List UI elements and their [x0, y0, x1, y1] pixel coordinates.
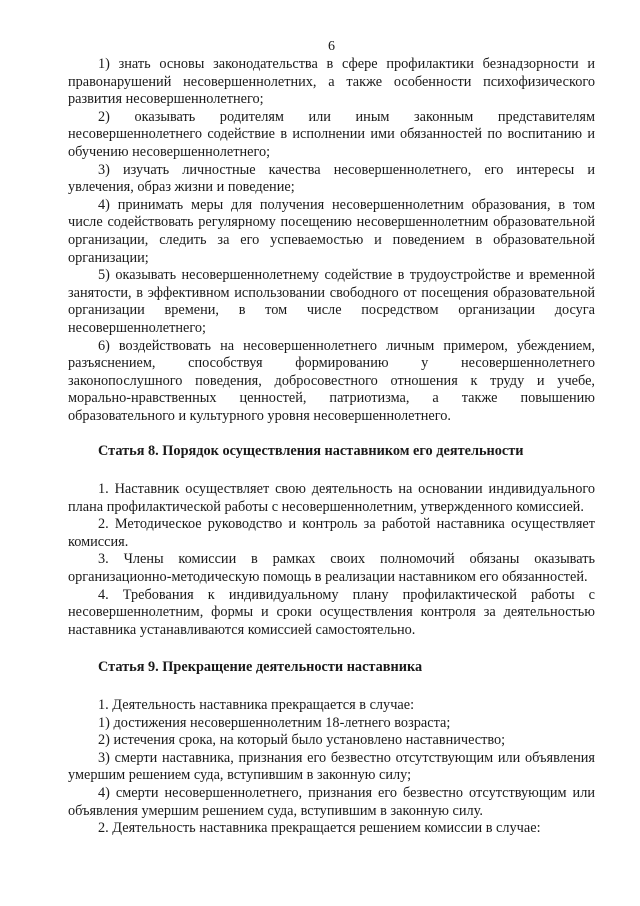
article-8-heading: Статья 8. Порядок осуществления наставником его деятельности	[98, 443, 524, 460]
page-number: 6	[328, 39, 335, 54]
article-8-paragraph-3: 3. Члены комиссии в рамках своих полномочий обязаны оказывать организационно-методическую помощь в реализации наставником его обязанностей.	[68, 551, 595, 586]
article-9-paragraph-5: 4) смерти несовершеннолетнего, признания его безвестно отсутствующим или объявления умершим решением суда, вступившим в законную силу.	[68, 784, 595, 819]
duty-item-4: 4) принимать меры для получения несовершеннолетним образования, в том числе содействовать регулярному посещению несовершеннолетним образовательной организации, следить за его успеваемостью и поведением в образовательной организации;	[68, 196, 595, 266]
duties-list	[68, 56, 595, 425]
document-page	[68, 38, 595, 838]
article-9-paragraph-3: 2) истечения срока, на который было установлено наставничество;	[98, 732, 506, 749]
article-9-paragraph-6: 2. Деятельность наставника прекращается решением комиссии в случае:	[98, 820, 541, 837]
duty-item-1: 1) знать основы законодательства в сфере профилактики безнадзорности и правонарушений несовершеннолетних, а также особенности психофизического развития несовершеннолетнего;	[68, 56, 595, 108]
article-8-body	[68, 481, 595, 639]
article-9-paragraph-2: 1) достижения несовершеннолетним 18-летнего возраста;	[98, 714, 451, 731]
duty-item-5: 5) оказывать несовершеннолетнему содействие в трудоустройстве и временной занятости, в эффективном использовании свободного от посещения образовательной организации времени, в том числе посредством организации досуга несовершеннолетнего;	[68, 267, 595, 336]
duty-item-3: 3) изучать личностные качества несовершеннолетнего, его интересы и увлечения, образ жизни и поведение;	[68, 161, 595, 196]
article-9-paragraph-1: 1. Деятельность наставника прекращается в случае:	[98, 697, 415, 713]
article-9-body	[68, 697, 595, 838]
duty-item-6: 6) воздействовать на несовершеннолетнего личным примером, убеждением, разъяснением, способствуя формированию у несовершеннолетнего законопослушного поведения, добросовестного отношения к труду и учебе, морально-нравственных ценностей, патриотизма, а также повышению образовательного и культурного уровня несовершеннолетнего.	[68, 337, 595, 424]
article-9-heading: Статья 9. Прекращение деятельности наставника	[98, 659, 423, 676]
duty-item-2: 2) оказывать родителям или иным законным представителям несовершеннолетнего содействие в исполнении ими обязанностей по воспитанию и обучению несовершеннолетнего;	[68, 108, 595, 160]
article-9-paragraph-4: 3) смерти наставника, признания его безвестно отсутствующим или объявления умершим решением суда, вступившим в законную силу;	[68, 749, 595, 784]
article-8-paragraph-2: 2. Методическое руководство и контроль за работой наставника осуществляет комиссия.	[68, 516, 595, 550]
article-8-paragraph-1: 1. Наставник осуществляет свою деятельность на основании индивидуального плана профилактической работы с несовершеннолетним, утвержденного комиссией.	[68, 481, 595, 515]
article-8-paragraph-4: 4. Требования к индивидуальному плану профилактической работы с несовершеннолетним, формы и сроки осуществления контроля за деятельностью наставника устанавливаются комиссией самостоятельно.	[68, 586, 595, 638]
